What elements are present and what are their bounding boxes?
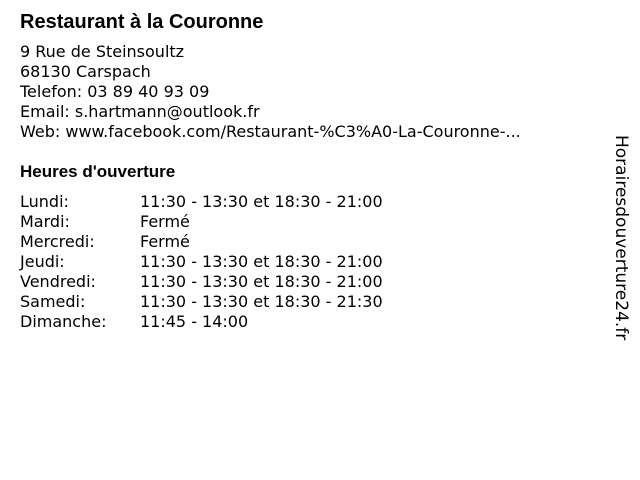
hours-row-sunday	[20, 312, 383, 332]
email-line[interactable]: Email: s.hartmann@outlook.fr	[20, 102, 260, 121]
day-label: Dimanche:	[20, 312, 107, 331]
hours-value: 11:30 - 13:30 et 18:30 - 21:30	[140, 292, 383, 311]
day-label: Mercredi:	[20, 232, 95, 251]
day-label: Jeudi:	[20, 252, 65, 271]
opening-hours-title: Heures d'ouverture	[20, 162, 176, 181]
day-label: Vendredi:	[20, 272, 96, 291]
day-label: Samedi:	[20, 292, 86, 311]
day-label: Lundi:	[20, 192, 69, 211]
city-address: 68130 Carspach	[20, 62, 151, 81]
hours-value: 11:30 - 13:30 et 18:30 - 21:00	[140, 272, 383, 291]
hours-value: Fermé	[140, 212, 190, 231]
hours-row-tuesday	[20, 212, 383, 232]
hours-value: Fermé	[140, 232, 190, 251]
hours-value: 11:45 - 14:00	[140, 312, 249, 331]
hours-row-monday	[20, 192, 383, 212]
hours-row-thursday	[20, 252, 383, 272]
restaurant-card	[20, 10, 600, 332]
phone-line[interactable]: Telefon: 03 89 40 93 09	[20, 82, 210, 101]
hours-row-saturday	[20, 292, 383, 312]
watermark-text: Horairesdouverture24.fr	[611, 135, 631, 341]
restaurant-name: Restaurant à la Couronne	[20, 11, 264, 33]
web-line[interactable]: Web: www.facebook.com/Restaurant-%C3%A0-La-Couronne-...	[20, 122, 521, 141]
hours-row-friday	[20, 272, 383, 292]
hours-value: 11:30 - 13:30 et 18:30 - 21:00	[140, 192, 383, 211]
street-address: 9 Rue de Steinsoultz	[20, 42, 185, 61]
site-watermark	[603, 0, 639, 480]
day-label: Mardi:	[20, 212, 70, 231]
hours-row-wednesday	[20, 232, 383, 252]
hours-value: 11:30 - 13:30 et 18:30 - 21:00	[140, 252, 383, 271]
opening-hours-table	[20, 192, 383, 332]
